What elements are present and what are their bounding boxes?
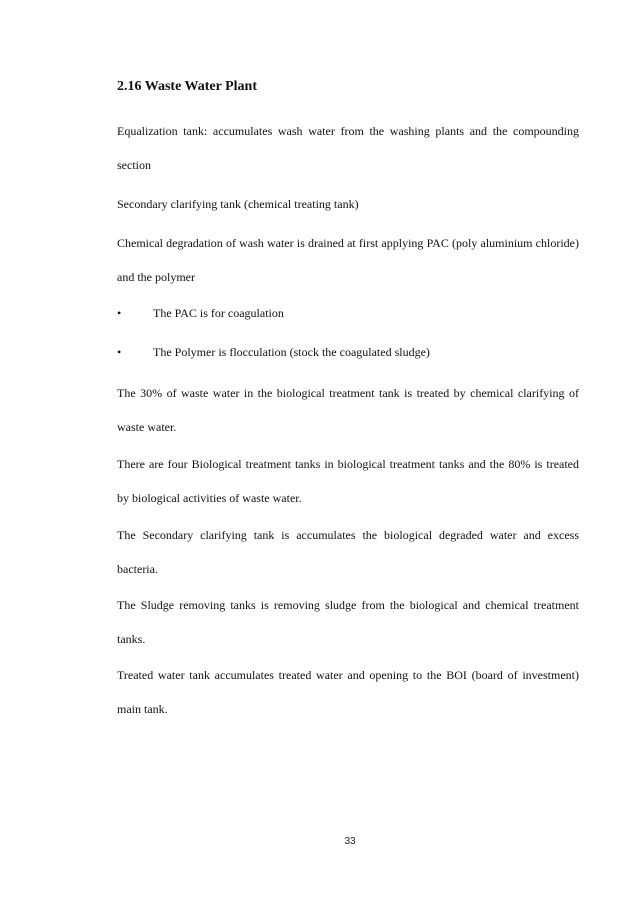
bullet-item-polymer	[117, 344, 430, 360]
page-number: 33	[344, 836, 356, 847]
paragraph-biological-treatment-tanks: There are four Biological treatment tanks in biological treatment tanks and the 80% is treated by biological activities of waste water.	[117, 457, 579, 505]
section-heading: 2.16 Waste Water Plant	[117, 79, 257, 94]
paragraph-equalization-tank: Equalization tank: accumulates wash water from the washing plants and the compounding section	[117, 124, 579, 172]
bullet-marker: •	[117, 345, 122, 359]
paragraph-chemical-clarifying: The 30% of waste water in the biological treatment tank is treated by chemical clarifying of waste water.	[117, 386, 579, 434]
paragraph-treated-water-tank: Treated water tank accumulates treated water and opening to the BOI (board of investment) main tank.	[117, 668, 579, 716]
bullet-item-pac	[117, 305, 284, 321]
paragraph-chemical-degradation: Chemical degradation of wash water is drained at first applying PAC (poly aluminium chloride) and the polymer	[117, 236, 579, 284]
paragraph-sludge-removing: The Sludge removing tanks is removing sludge from the biological and chemical treatment tanks.	[117, 598, 579, 646]
paragraph-secondary-clarifying-bacteria: The Secondary clarifying tank is accumulates the biological degraded water and excess bacteria.	[117, 528, 579, 576]
bullet-text: The PAC is for coagulation	[153, 306, 284, 320]
bullet-marker: •	[117, 306, 122, 320]
paragraph-secondary-clarifying-tank: Secondary clarifying tank (chemical treating tank)	[117, 197, 359, 211]
bullet-text: The Polymer is flocculation (stock the coagulated sludge)	[153, 345, 430, 359]
